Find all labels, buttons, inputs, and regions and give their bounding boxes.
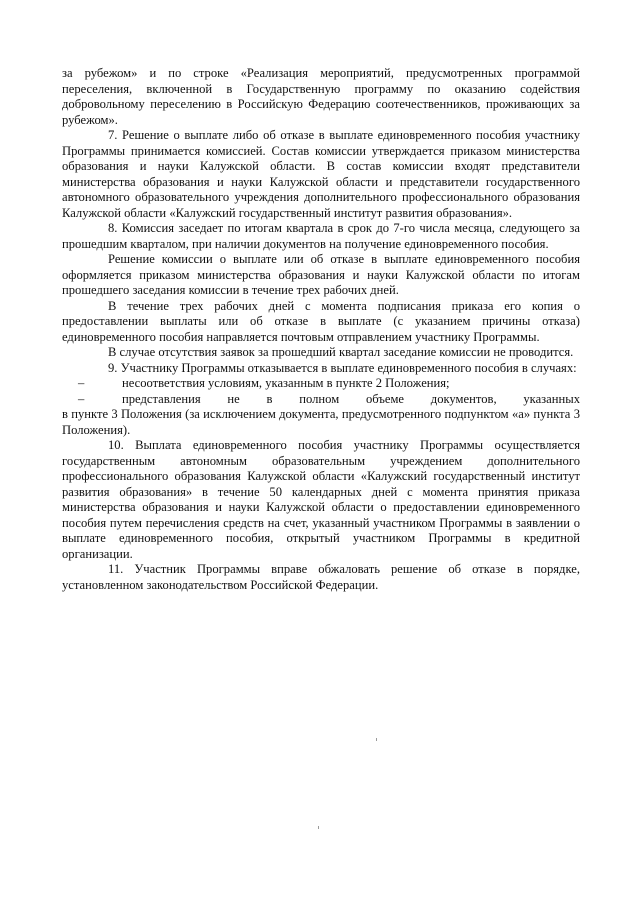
list-item-continuation: в пункте 3 Положения (за исключением документа, предусмотренного подпунктом «а» пункта 3 Положения).	[62, 407, 580, 437]
paragraph-9: 9. Участнику Программы отказывается в выплате единовременного пособия в случаях:	[108, 360, 577, 375]
paragraph-11: 11. Участник Программы вправе обжаловать решение об отказе в порядке, установленном законодательством Российской Федерации.	[62, 562, 580, 592]
paragraph-8: 8. Комиссия заседает по итогам квартала в срок до 7-го числа месяца, следующего за прошедшим кварталом, при наличии документов на получение единовременного пособия.	[62, 221, 580, 251]
list-marker: –	[78, 391, 85, 406]
list-item	[62, 376, 580, 392]
scan-speck	[376, 738, 377, 741]
list-item-text: несоответствия условиям, указанным в пункте 2 Положения;	[122, 376, 450, 390]
paragraph-10: 10. Выплата единовременного пособия участнику Программы осуществляется государственным автономным образовательным учреждением дополнительного профессионального образования Калужской области «Калужский государственный институт развития образования» в течение 50 календарных дней с момента принятия приказа министерства образования и науки Калужской области о предоставлении единовременного пособия путем перечисления средств на счет, указанный участником Программы в заявлении о выплате единовременного пособия, открытый участником Программы в кредитной организации.	[62, 438, 580, 561]
paragraph-7: 7. Решение о выплате либо об отказе в выплате единовременного пособия участнику Программы принимается комиссией. Состав комиссии утверждается приказом министерства образования и науки Калужской области. В состав комиссии входят представители министерства образования и науки Калужской области и представители государственного автономного образовательного учреждения дополнительного профессионального образования Калужской области «Калужский государственный институт развития образования».	[62, 128, 580, 220]
paragraph-8-decision: Решение комиссии о выплате или об отказе в выплате единовременного пособия оформляется приказом министерства образования и науки Калужской области по итогам прошедшего заседания комиссии в течение трех рабочих дней.	[62, 252, 580, 297]
paragraph-8-no-applications: В случае отсутствия заявок за прошедший квартал заседание комиссии не проводится.	[108, 345, 574, 359]
paragraph-8-notification: В течение трех рабочих дней с момента подписания приказа его копия о предоставлении выплаты или об отказе в выплате (с указанием причины отказа) единовременного пособия направляется почтовым отправлением участнику Программы.	[62, 298, 580, 344]
document-page	[62, 66, 580, 593]
paragraph-continuation: за рубежом» и по строке «Реализация мероприятий, предусмотренных программой переселения, включенной в Государственную программу по оказанию содействия добровольному переселению в Российскую Федерацию соотечественников, проживающих за рубежом».	[62, 66, 580, 127]
list-item-text: представления не в полном объеме документов, указанных	[122, 391, 580, 406]
scan-speck	[318, 826, 319, 829]
list-marker: –	[78, 376, 85, 390]
list-item	[62, 392, 580, 408]
